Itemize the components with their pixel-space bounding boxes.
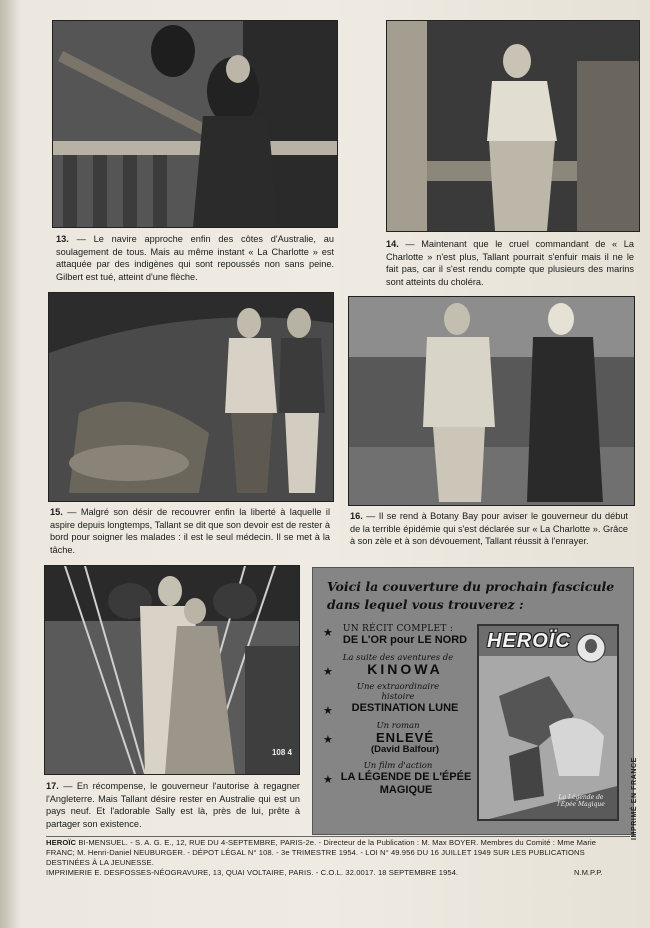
contents-kicker: UN RÉCIT COMPLET : xyxy=(342,624,454,634)
photo-panel-15 xyxy=(48,292,334,502)
contents-kicker: Un roman xyxy=(376,721,420,731)
next-issue-box xyxy=(312,567,634,835)
contents-kicker: Un film d'action xyxy=(363,761,433,771)
mini-cover-logo: HEROÏC xyxy=(487,630,571,652)
contents-item xyxy=(323,761,473,797)
mini-cover-caption: La Légende de l'Épée Magique xyxy=(557,794,605,808)
next-issue-heading: Voici la couverture du prochain fascicule dans lequel vous trouverez : xyxy=(327,579,615,612)
next-issue-cover-image xyxy=(477,624,619,821)
photo-panel-17 xyxy=(44,565,300,775)
footer-brand: HEROÏC xyxy=(46,838,77,847)
contents-item xyxy=(323,682,473,715)
contents-item xyxy=(323,653,473,676)
contents-title: KINOWA xyxy=(367,661,443,677)
photo-panel-16 xyxy=(348,296,635,506)
contents-title: DESTINATION LUNE xyxy=(351,702,459,714)
caption-number: 16. xyxy=(350,511,363,521)
caption-number: 13. xyxy=(56,234,69,244)
star-icon: ★ xyxy=(323,774,333,786)
contents-title: ENLEVÉ xyxy=(375,730,434,745)
contents-item xyxy=(323,624,473,647)
caption-text: — Le navire approche enfin des côtes d'Australie, au soulagement de tous. Mais au même instant « La Charlotte » est attaquée par des indigènes qui sont repoussés non sans peine. Gilbert est tué, atteint d'une flèche. xyxy=(56,234,334,282)
star-icon: ★ xyxy=(323,666,333,678)
page-fold-shadow xyxy=(0,0,22,928)
contents-kicker: La suite des aventures de xyxy=(342,653,454,663)
photo-stamp: 108 4 xyxy=(271,748,293,757)
caption-text: — En récompense, le gouverneur l'autorise à regagner l'Angleterre. Mais Tallant désire rester en Australie qui est un pays neuf. Et l'adorable Sally est là, près de lui, prête à partager son existence. xyxy=(46,781,300,829)
caption-number: 15. xyxy=(50,507,63,517)
star-icon: ★ xyxy=(323,734,333,746)
caption-panel-15 xyxy=(50,506,330,556)
caption-text: — Maintenant que le cruel commandant de « La Charlotte » n'est plus, Tallant pourrait s'enfuir mais il ne le fait pas, car il s'est rendu compte que plusieurs des marins sont atteints du choléra. xyxy=(386,239,634,287)
caption-number: 14. xyxy=(386,239,399,249)
photo-panel-14-art xyxy=(387,21,639,231)
caption-text: — Il se rend à Botany Bay pour aviser le gouverneur du début de la terrible épidémie qui s'est déclarée sur « La Charlotte ». Grâce à son zèle et à son dévouement, Tallant réussit à l'enrayer. xyxy=(350,511,628,546)
caption-text: — Malgré son désir de recouvrer enfin la liberté à laquelle il aspire depuis longtemps, Tallant se dit que son devoir est de rester à bord pour soigner les malades : il est le seul médecin. Il se met à la tâche. xyxy=(50,507,330,555)
publication-footer xyxy=(46,838,626,878)
contents-item xyxy=(323,721,473,755)
next-issue-contents xyxy=(323,624,473,799)
mini-cover-art xyxy=(479,626,617,819)
photo-panel-13-art xyxy=(53,21,337,227)
contents-title: DE L'OR pour LE NORD xyxy=(342,634,468,646)
footer-nmpp: N.M.P.P. xyxy=(574,868,603,877)
photo-panel-17-art xyxy=(45,566,299,774)
caption-number: 17. xyxy=(46,781,59,791)
photo-panel-13 xyxy=(52,20,338,228)
photo-panel-14 xyxy=(386,20,640,232)
contents-subtitle: (David Balfour) xyxy=(370,744,440,755)
photo-panel-15-art xyxy=(49,293,333,501)
caption-panel-14 xyxy=(386,238,634,288)
footer-rule xyxy=(46,836,630,837)
photo-panel-16-art xyxy=(349,297,634,505)
caption-panel-16 xyxy=(350,510,628,548)
footer-legal-text: BI-MENSUEL. - S. A. G. E., 12, RUE DU 4-SEPTEMBRE, PARIS-2e. - Directeur de la Publication : M. Max BOYER. Membres du Comité : Mme Marie FRANC; M. Henri-Daniel NEUBURGER. - DÉPOT LÉGAL N° 108. - 3e TRIMESTRE 1954. - LOI N° 49.956 DU 16 JUILLET 1949 SUR LES PUBLICATIONS DESTINÉES À LA JEUNESSE. xyxy=(46,838,597,867)
star-icon: ★ xyxy=(323,627,333,639)
contents-kicker: Une extraordinaire histoire xyxy=(356,682,440,702)
printed-in-france: IMPRIMÉ EN FRANCE xyxy=(631,757,638,840)
caption-panel-17 xyxy=(46,780,300,830)
footer-printer-text: IMPRIMERIE E. DESFOSSES-NÉOGRAVURE, 13, QUAI VOLTAIRE, PARIS. - C.O.L. 32.0017. 18 SEPTEMBRE 1954. xyxy=(46,868,459,877)
caption-panel-13 xyxy=(56,233,334,283)
star-icon: ★ xyxy=(323,705,333,717)
contents-title: LA LÉGENDE DE L'ÉPÉE MAGIQUE xyxy=(340,771,472,796)
